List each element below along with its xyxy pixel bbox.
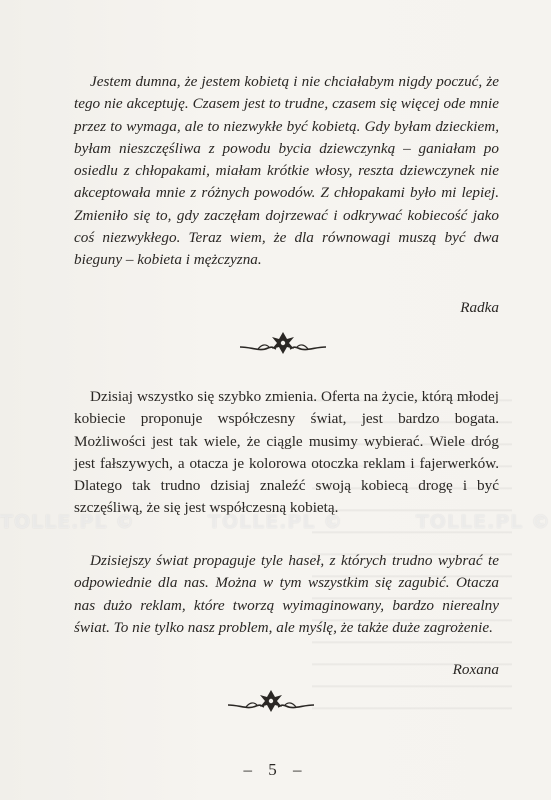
watermark-text-right: TOLLE.PL © (415, 511, 551, 533)
text-block-roxana (74, 550, 499, 639)
paragraph-middle: Dzisiaj wszystko się szybko zmienia. Oferta na życie, którą młodej kobiecie proponuje współczesny świat, jest bardzo bogata. Możliwości jest tak wiele, że ciągle musimy wybierać. Wiele dróg jest fałszywych, a otacza je kolorowa otoczka reklam i fajerwerków. Dlatego tak trudno dzisiaj znaleźć swoją kobiecą drogę i być szczęśliwą, że się jest współczesną kobietą. (74, 388, 499, 517)
ornament-divider-icon (238, 330, 328, 356)
signature-radka: Radka (460, 299, 499, 316)
text-block-radka (74, 71, 499, 272)
ornament-divider-icon (226, 688, 316, 714)
watermark-text-center: TOLLE.PL © (207, 511, 344, 533)
watermark-text-left: TOLLE.PL © (0, 511, 136, 533)
signature-roxana: Roxana (452, 661, 499, 678)
paragraph-radka: Jestem dumna, że jestem kobietą i nie chciałabym nigdy poczuć, że tego nie akceptuję. Czasem jest to trudne, czasem się więcej ode mnie przez to wymaga, ale to niezwykłe być kobietą. Gdy byłam dzieckiem, byłam nieszczęśliwa z powodu bycia dziewczynką – ganiałam po osiedlu z chłopakami, miałam krótkie włosy, reszta dziewczynek nie akceptowała mnie z różnych powodów. Z chłopakami było mi lepiej. Zmieniło się to, gdy zaczęłam dojrzewać i odkrywać kobiecość jako coś niezwykłego. Teraz wiem, że dla równowagi muszą być dwa bieguny – kobieta i mężczyzna. (74, 73, 499, 269)
text-block-middle (74, 386, 499, 520)
page-number: – 5 – (243, 760, 308, 779)
paragraph-roxana: Dzisiejszy świat propaguje tyle haseł, z których trudno wybrać te odpowiednie dla nas. Można w tym wszystkim się zagubić. Otacza nas dużo reklam, które tworzą wyimaginowany, bardzo nierealny świat. To nie tylko nasz problem, ale myślę, że także duże zagrożenie. (74, 552, 499, 636)
